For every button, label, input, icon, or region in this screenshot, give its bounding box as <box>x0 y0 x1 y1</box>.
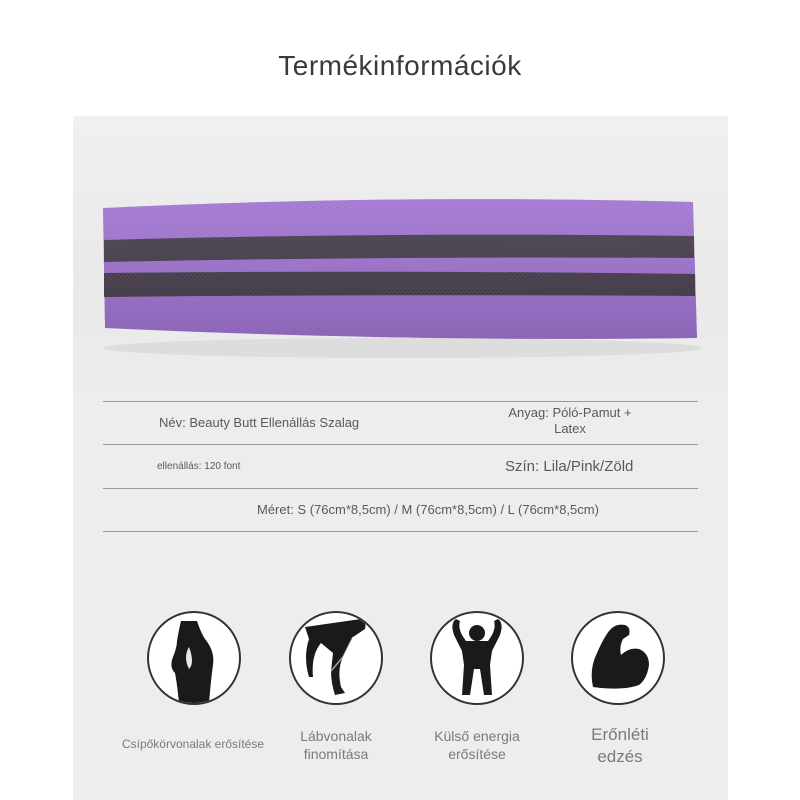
spec-size: Méret: S (76cm*8,5cm) / M (76cm*8,5cm) / L (76cm*8,5cm) <box>257 502 599 517</box>
feature-label-fitness <box>555 724 685 768</box>
spec-divider <box>103 531 698 532</box>
bicep-icon <box>571 611 665 705</box>
hip-icon <box>147 611 241 705</box>
strongman-icon <box>430 611 524 705</box>
feature-label-legs-line2: finomítása <box>303 746 369 763</box>
feature-label-hip: Csípőkörvonalak erősítése <box>121 737 265 751</box>
feature-label-fitness-line2: edzés <box>597 747 643 767</box>
page-title: Termékinformációk <box>278 50 522 81</box>
product-image <box>73 116 728 386</box>
feature-label-strength-line2: erősítése <box>448 746 506 763</box>
spec-color: Szín: Lila/Pink/Zöld <box>505 458 634 475</box>
spec-name: Név: Beauty Butt Ellenállás Szalag <box>159 415 360 430</box>
spec-material-line2: Latex <box>554 421 586 436</box>
feature-label-strength <box>412 727 542 763</box>
spec-divider <box>103 401 698 402</box>
feature-label-fitness-line1: Erőnléti <box>591 725 649 744</box>
feature-label-legs <box>274 727 398 763</box>
spec-material-line1: Anyag: Póló-Pamut + <box>508 405 632 420</box>
spec-divider <box>103 488 698 489</box>
spec-divider <box>103 444 698 445</box>
feature-label-strength-line1: Külső energia <box>434 728 520 744</box>
feature-label-legs-line1: Lábvonalak <box>300 728 372 744</box>
resistance-band-image <box>73 116 728 386</box>
spec-resistance: ellenállás: 120 font <box>157 461 241 472</box>
legs-icon <box>289 611 383 705</box>
